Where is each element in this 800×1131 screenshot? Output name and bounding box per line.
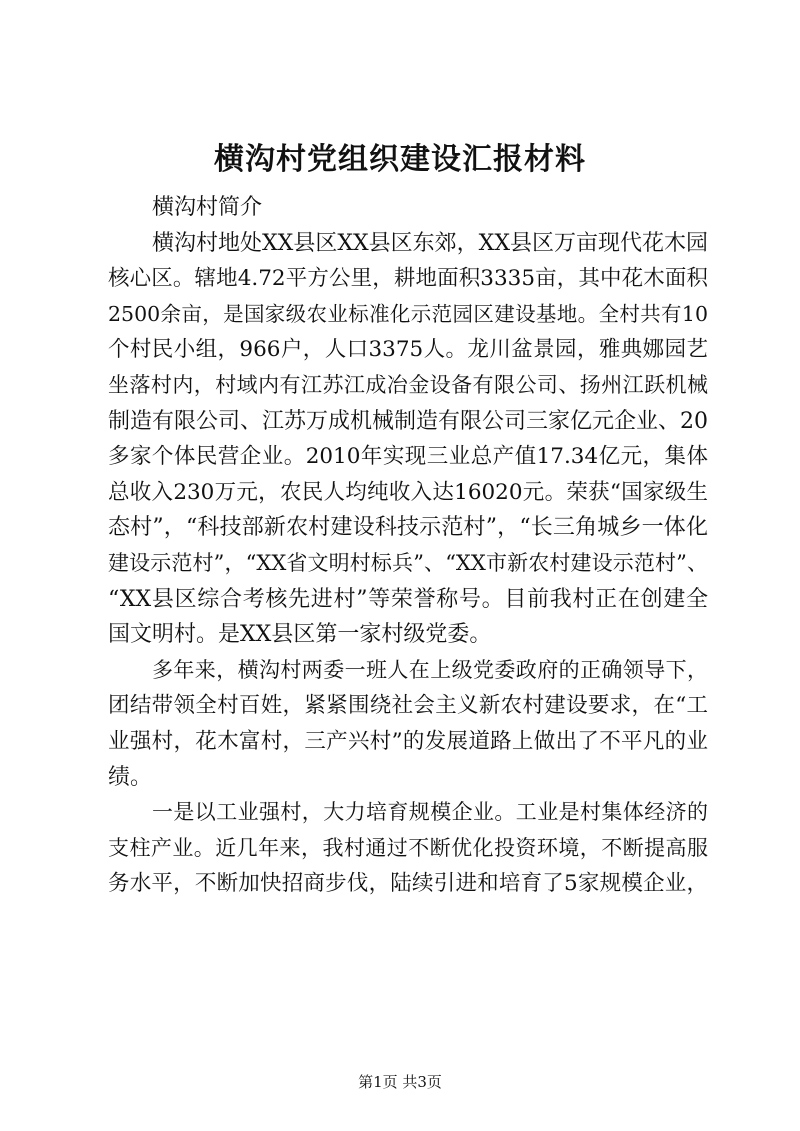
body-line: 核心区。辖地4.72平方公里，耕地面积3335亩，其中花木面积 [108,266,708,292]
body-line: 2500余亩，是国家级农业标准化示范园区建设基地。全村共有10 [108,301,708,326]
body-line: 多家个体民营企业。2010年实现三业总产值17.34亿元，集体 [108,444,708,470]
body-line: 横沟村简介 [152,195,263,220]
body-line: 支柱产业。近几年来，我村通过不断优化投资环境，不断提高服 [108,835,708,860]
body-line: 态村”，“科技部新农村建设科技示范村”，“长三角城乡一体化 [108,515,708,541]
body-line: 绩。 [108,764,153,790]
body-line: 多年来，横沟村两委一班人在上级党委政府的正确领导下， [152,657,708,682]
page-title: 横沟村党组织建设汇报材料 [214,142,586,177]
page-footer: 第1页 共3页 [358,1073,442,1091]
body-line: 务水平，不断加快招商步伐，陆续引进和培育了5家规模企业， [108,871,708,897]
body-line: 制造有限公司、江苏万成机械制造有限公司三家亿元企业、20 [108,408,708,434]
body-line: 坐落村内，村域内有江苏江成冶金设备有限公司、扬州江跃机械 [108,372,708,397]
body-line: 横沟村地处XX县区XX县区东郊，XX县区万亩现代花木园 [152,230,708,256]
body-line: “XX县区综合考核先进村”等荣誉称号。目前我村正在创建全 [108,586,708,612]
body-line: 总收入230万元，农民人均纯收入达16020元。荣获“国家级生 [108,479,708,505]
body-line: 团结带领全村百姓，紧紧围绕社会主义新农村建设要求，在“工 [108,693,708,719]
document-body [108,190,708,902]
body-line: 一是以工业强村，大力培育规模企业。工业是村集体经济的 [152,800,708,825]
body-line: 个村民小组，966户，人口3375人。龙川盆景园，雅典娜园艺 [108,337,708,363]
body-line: 业强村，花木富村，三产兴村”的发展道路上做出了不平凡的业 [108,728,708,754]
body-line: 国文明村。是XX县区第一家村级党委。 [108,622,492,648]
body-line: 建设示范村”，“XX省文明村标兵”、“XX市新农村建设示范村”、 [108,550,708,575]
